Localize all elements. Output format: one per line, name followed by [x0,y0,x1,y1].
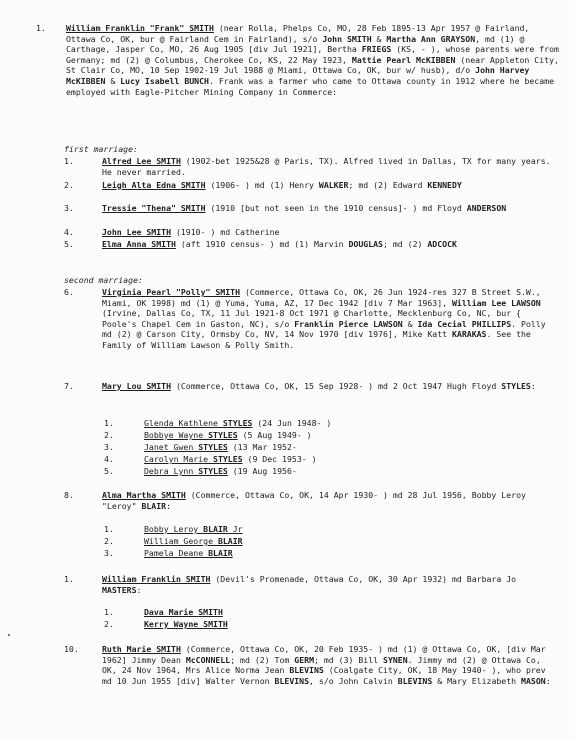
grandchild-item: 1. Glenda Kathlene STYLES (24 Jun 1948- ) [104,418,332,428]
child-number: 6. [64,287,74,297]
child-number: 2. [64,180,74,190]
child-entry-9: William Franklin SMITH (Devil's Promenade, Ottawa Co, OK, 30 Apr 1932) md Barbara Jo MASTERS: [102,574,517,595]
child-number: 8. [64,490,74,500]
person-name: William Franklin "Frank" SMITH [66,23,214,33]
second-marriage-heading: second marriage: [64,275,143,285]
child-entry-4: John Lee SMITH (1910- ) md Catherine [102,227,280,237]
child-number: 4. [64,227,74,237]
grandchild-item: 2. Bobbye Wayne STYLES (5 Aug 1949- ) [104,430,312,440]
child-number: 1. [64,156,74,166]
main-entry-text: William Franklin "Frank" SMITH (near Rolla, Phelps Co, MO, 28 Feb 1895-13 Apr 1957 @ Fairland, Ottawa Co, OK, bur @ Fairland Cem in Fairland), s/o John SMITH & Martha Ann GRAYSON, md (1) @ Carthage, Jasper Co, MO, 26 Aug 1905 [div Jul 1921], Bertha FRIEGS (KS, - ), whose parents were from Germany; md (2) @ Columbus, Cherokee Co, KS, 22 May 1923, Mattie Pearl McKIBBEN (near Appleton City, St Clair Co, MO, 10 Sep 1902-19 Jul 1988 @ Miami, Ottawa Co, OK, bur w/ husb), d/o John Harvey McKIBBEN & Lucy Isabell BUNCH. Frank was a farmer who came to Ottawa county in 1912 where he became employed with Eagle-Pitcher Mining Company in Commerce: [66,23,559,97]
child-number: 7. [64,381,74,391]
child-number: 3. [64,203,74,213]
child-entry-10: Ruth Marie SMITH (Commerce, Ottawa Co, OK, 20 Feb 1935- ) md (1) @ Ottawa Co, OK, [div Mar 1962] Jimmy Dean McCONNELL; md (2) Tom GERM; md (3) Bill SYNEN. Jimmy md (2) @ Ottawa Co, OK, 24 Nov 1964, Mrs Alice Norma Jean BLEVINS (Coalgate City, OK, 18 May 1940- ), who prev md 10 Jun 1955 [div] Walter Vernon BLEVINS, s/o John Calvin BLEVINS & Mary Elizabeth MASON: [102,644,551,686]
grandchild-item: 5. Debra Lynn STYLES (19 Aug 1956- [104,466,297,476]
child-entry-7: Mary Lou SMITH (Commerce, Ottawa Co, OK, 15 Sep 1928- ) md 2 Oct 1947 Hugh Floyd STYLES: [102,381,536,391]
child-number: 10. [64,644,79,654]
child-entry-2: Leigh Alta Edna SMITH (1906- ) md (1) Henry WALKER; md (2) Edward KENNEDY [102,180,462,190]
entry-number: 1. [36,23,46,33]
child-entry-5: Elma Anna SMITH (aft 1910 census- ) md (1) Marvin DOUGLAS; md (2) ADCOCK [102,239,457,249]
grandchild-item: 1. Dava Marie SMITH [104,607,223,617]
grandchild-item: 2. William George BLAIR [104,536,243,546]
child-number: 5. [64,239,74,249]
scan-mark [8,634,10,636]
grandchild-item: 3. Pamela Deane BLAIR [104,548,233,558]
first-marriage-heading: first marriage: [64,144,138,154]
grandchild-item: 3. Janet Gwen STYLES (13 Mar 1952- [104,442,297,452]
grandchild-item: 4. Carolyn Marie STYLES (9 Dec 1953- ) [104,454,317,464]
grandchild-item: 2. Kerry Wayne SMITH [104,619,228,629]
child-entry-3: Tressie "Thena" SMITH (1910 [but not seen in the 1910 census]- ) md Floyd ANDERSON [102,203,507,213]
child-entry-8: Alma Martha SMITH (Commerce, Ottawa Co, OK, 14 Apr 1930- ) md 28 Jul 1956, Bobby Leroy "Leroy" BLAIR: [102,490,526,511]
child-number: 1. [64,574,74,584]
grandchild-item: 1. Bobby Leroy BLAIR Jr [104,524,243,534]
child-entry-1: Alfred Lee SMITH (1902-bet 1925&28 @ Paris, TX). Alfred lived in Dallas, TX for many years. He never married. [102,156,551,177]
child-entry-6: Virginia Pearl "Polly" SMITH (Commerce, Ottawa Co, OK, 26 Jun 1924-res 327 B Street S.W., Miami, OK 1998) md (1) @ Yuma, Yuma, AZ, 17 Dec 1942 [div 7 Mar 1963], William Lee LAWSON (Irvine, Dallas Co, TX, 11 Jul 1921-8 Oct 1971 @ Charlotte, Mecklenburg Co, NC, bur { Poole's Chapel Cem in Gaston, NC), s/o Franklin Pierce LAWSON & Ida Cecial PHILLIPS. Polly md (2) @ Carson City, Ormsby Co, NV, 14 Nov 1970 [div 1976], Mike Katt KARAKAS. See the Family of William Lawson & Polly Smith. [102,287,546,350]
